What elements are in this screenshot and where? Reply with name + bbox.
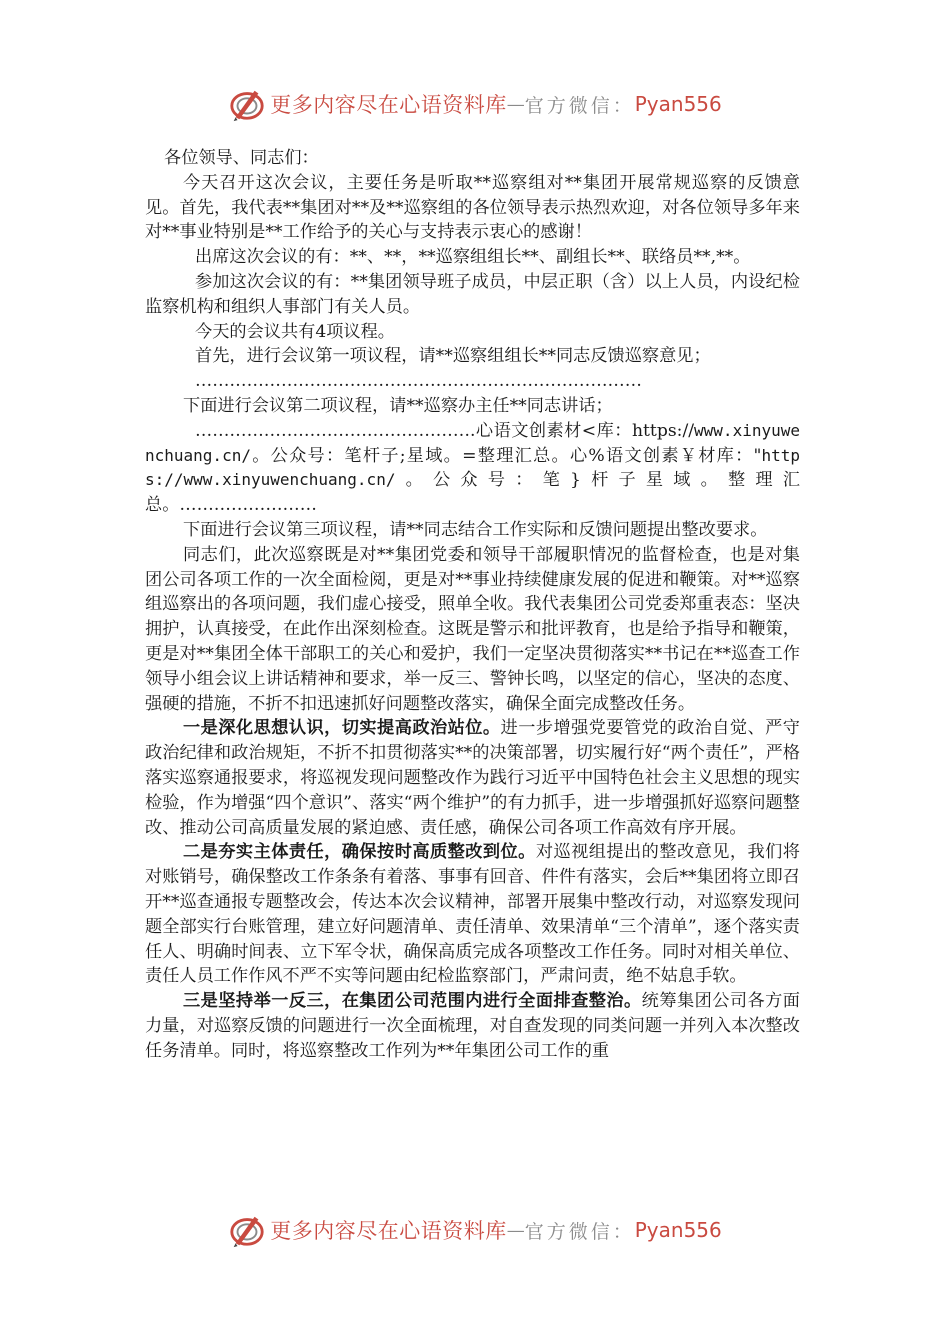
point-two-body: 对巡视组提出的整改意见，我们将对账销号，确保整改工作条条有着落、事事有回音、件件有落实，会后**集团将立即召开**巡查通报专题整改会，传达本次会议精神，部署开展集中整改行动，对巡察发现问题全部实行台账管理，建立好问题清单、责任清单、效果清单“三个清单”，逐个落实责任人、明确时间表、立下军令状，确保高质完成各项整改工作任务。同时对相关单位、责任人员工作作风不严不实等问题由纪检监察部门，严肃问责，绝不姑息手软。 bbox=[145, 842, 800, 987]
banner-wechat-id: Pyan556 bbox=[634, 92, 722, 116]
footer-dash: — bbox=[506, 1219, 525, 1241]
paragraph-agenda-count: 今天的会议共有4项议程。 bbox=[195, 321, 395, 342]
pen-swirl-logo-icon bbox=[228, 85, 266, 123]
dotted-line-2: ………………………………………… bbox=[195, 420, 470, 441]
point-one-heading: 一是深化思想认识，切实提高政治站位。 bbox=[183, 718, 501, 739]
pen-swirl-logo-icon bbox=[228, 1211, 266, 1249]
watermark-text-b: 。公众号：笔杆子;星域。=整理汇总。心%语文创素￥材库：" bbox=[250, 445, 762, 466]
paragraph-agenda-third: 下面进行会议第三项议程，请**同志结合工作实际和反馈问题提出整改要求。 bbox=[183, 519, 768, 540]
point-one-body: 进一步增强党要管党的政治自觉、严守政治纪律和政治规矩，不折不扣贯彻落实**的决策部署，切实履行好“两个责任”，严格落实巡察通报要求，将巡视发现问题整改作为践行习近平中国特色社会主义思想的现实检验，作为增强“四个意识”、落实“两个维护”的有力抓手，进一步增强抓好巡察问题整改、推动公司高质量发展的紧迫感、责任感，确保公司各项工作高效有序开展。 bbox=[145, 718, 800, 838]
watermark-text-c: 。公众号：笔}杆子星域。整理汇总。 bbox=[145, 470, 800, 516]
footer-banner bbox=[0, 1210, 950, 1250]
point-three-heading: 三是坚持举一反三，在集团公司范围内进行全面排查整治。 bbox=[183, 991, 642, 1012]
banner-main-text: 更多内容尽在心语资料库 bbox=[270, 93, 507, 117]
watermark-text-a: .心语文创素材<库：https:// bbox=[470, 420, 695, 441]
salutation: 各位领导、同志们： bbox=[164, 148, 319, 168]
paragraph-point-two bbox=[145, 840, 800, 989]
paragraph-participants: 参加这次会议的有：**集团领导班子成员，中层正职（含）以上人员，内设纪检监察机构和组织人事部门有关人员。 bbox=[145, 271, 800, 317]
banner-dash: — bbox=[506, 93, 525, 115]
paragraph-point-one bbox=[145, 716, 800, 840]
banner-wechat-label: 官方微信： bbox=[524, 94, 635, 117]
paragraph-point-three bbox=[145, 989, 800, 1063]
footer-wechat-id: Pyan556 bbox=[634, 1218, 722, 1242]
paragraph-watermark-text bbox=[145, 419, 800, 518]
header-banner bbox=[0, 84, 950, 124]
paragraph-agenda-first: 首先，进行会议第一项议程，请**巡察组组长**同志反馈巡察意见； bbox=[195, 346, 711, 367]
dotted-line-1: …………………………………………………………………… bbox=[195, 371, 642, 392]
document-body bbox=[145, 146, 800, 1063]
paragraph-attendees: 出席这次会议的有：**、**，**巡察组组长**、副组长**、联络员**,**。 bbox=[195, 247, 751, 268]
footer-main-text: 更多内容尽在心语资料库 bbox=[270, 1219, 507, 1243]
paragraph-agenda-second: 下面进行会议第二项议程，请**巡察办主任**同志讲话； bbox=[183, 395, 613, 416]
point-two-heading: 二是夯实主体责任，确保按时高质整改到位。 bbox=[183, 842, 536, 863]
dotted-line-3: …………………… bbox=[179, 495, 317, 516]
watermark-url-1: www.xinyuwenchuang.cn/ bbox=[145, 420, 800, 465]
paragraph-intro: 今天召开这次会议，主要任务是听取**巡察组对**集团开展常规巡察的反馈意见。首先，我代表**集团对**及**巡察组的各位领导表示热烈欢迎，对各位领导多年来对**事业特别是**工作给予的关心与支持表示衷心的感谢！ bbox=[145, 172, 800, 243]
watermark-url-2: https://www.xinyuwenchuang.cn/ bbox=[145, 445, 800, 490]
footer-wechat-label: 官方微信： bbox=[524, 1220, 635, 1243]
paragraph-comrades: 同志们，此次巡察既是对**集团党委和领导干部履职情况的监督检查，也是对集团公司各项工作的一次全面检阅，更是对**事业持续健康发展的促进和鞭策。对**巡察组巡察出的各项问题，我们虚心接受，照单全收。我代表集团公司党委郑重表态：坚决拥护，认真接受，在此作出深刻检查。这既是警示和批评教育，也是给予指导和鞭策，更是对**集团全体干部职工的关心和爱护，我们一定坚决贯彻落实**书记在**巡查工作领导小组会议上讲话精神和要求，举一反三、警钟长鸣，以坚定的信心，坚决的态度、强硬的措施，不折不扣迅速抓好问题整改落实，确保全面完成整改任务。 bbox=[145, 544, 800, 714]
point-three-body: 统筹集团公司各方面力量，对巡察反馈的问题进行一次全面梳理，对自查发现的同类问题一并列入本次整改任务清单。同时，将巡察整改工作列为**年集团公司工作的重 bbox=[145, 991, 800, 1061]
